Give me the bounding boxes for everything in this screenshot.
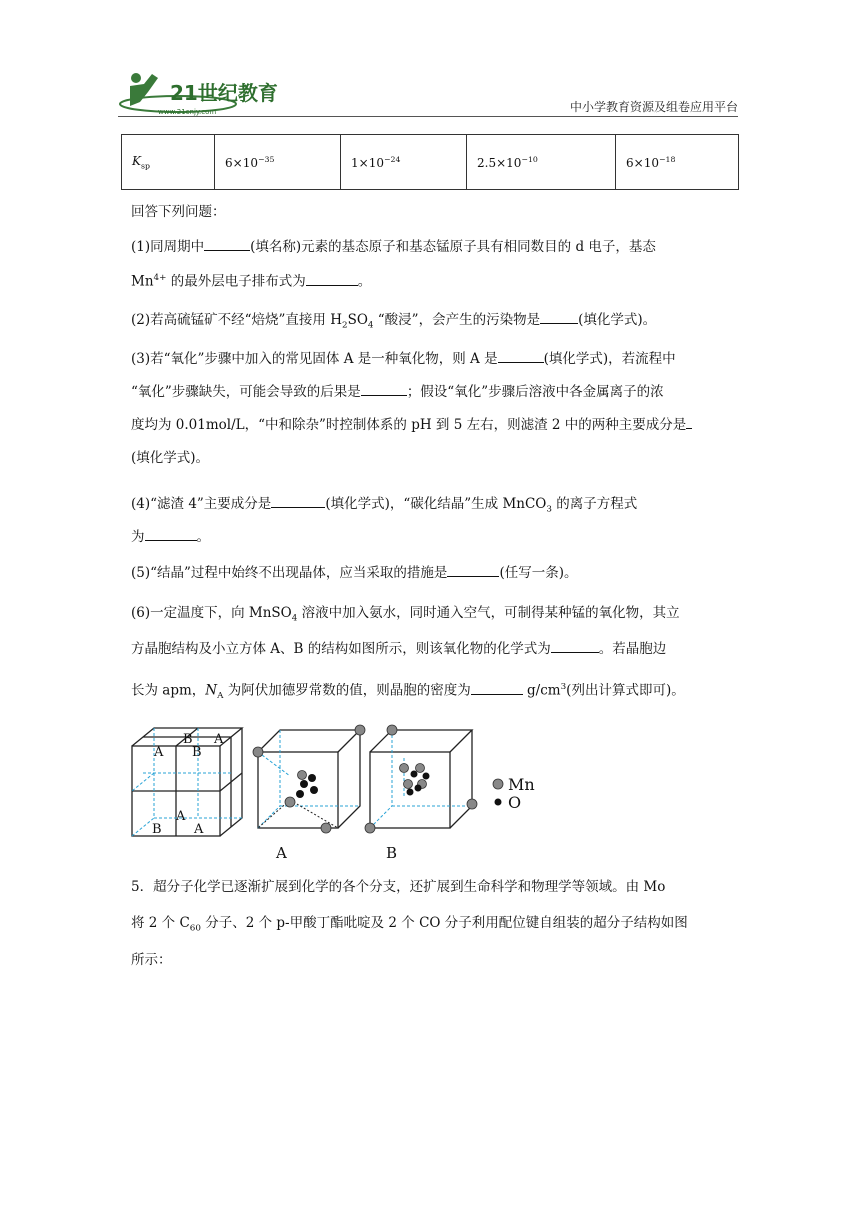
figure-legend xyxy=(493,775,535,812)
answer-blank[interactable] xyxy=(551,638,599,653)
answer-blank[interactable] xyxy=(686,414,692,429)
question-5: (5)“结晶”过程中始终不出现晶体，应当采取的措施是 (任写一条)。 xyxy=(131,562,577,583)
ksp-cell: $6\times 10^{-35}$ xyxy=(215,135,341,190)
table-row xyxy=(122,135,739,190)
answer-blank[interactable] xyxy=(306,271,358,286)
grid-label: A xyxy=(214,732,224,747)
question-1-line-2: $Mn^{4+}$ 的最外层电子排布式为 。 xyxy=(131,268,371,292)
ksp-table xyxy=(121,134,739,190)
header-divider xyxy=(118,116,738,117)
logo-main-text: 21世纪教育 xyxy=(170,81,278,105)
answer-blank[interactable] xyxy=(271,493,325,508)
question-6-line-2: 方晶胞结构及小立方体 A、B 的结构如图所示，则该氧化物的化学式为 。若晶胞边 xyxy=(131,638,666,659)
cube-a-label: A xyxy=(276,844,287,862)
grid-label: B xyxy=(183,732,193,747)
question-3-line-1: (3)若“氧化”步骤中加入的常见固体 A 是一种氧化物，则 A 是 (填化学式)，若流程中 xyxy=(131,348,676,369)
mn-legend-marker xyxy=(493,779,503,789)
question-3-line-2: “氧化”步骤缺失，可能会导致的后果是 ；假设“氧化”步骤后溶液中各金属离子的浓 xyxy=(131,381,664,402)
question-3-line-4: (填化学式)。 xyxy=(131,450,210,466)
problem-5-line-3: 所示： xyxy=(131,952,172,968)
row-label: $K_{sp}$ xyxy=(122,135,215,190)
grid-label: B xyxy=(152,822,162,837)
answer-blank[interactable] xyxy=(471,680,523,695)
logo-url-text: www.21cnjy.com xyxy=(158,108,217,116)
grid-label: A xyxy=(176,809,186,824)
crystal-structure-figure xyxy=(128,718,548,866)
answer-blank[interactable] xyxy=(145,526,197,541)
question-4-line-2: 为 。 xyxy=(131,526,210,547)
problem-5-line-1: 5．超分子化学已逐渐扩展到化学的各个分支，还扩展到生命科学和物理学等领域。由 Mo xyxy=(131,879,666,895)
legend-o: O xyxy=(508,793,522,812)
grid-label: A xyxy=(194,822,204,837)
answer-blank[interactable] xyxy=(361,381,407,396)
intro-text: 回答下列问题： xyxy=(131,204,226,220)
answer-blank[interactable] xyxy=(447,562,499,577)
question-2: (2)若高硫锰矿不经“焙烧”直接用 $H_2SO_4$ “酸浸”，会产生的污染物是 (填化学式)。 xyxy=(131,309,656,336)
question-4-line-1: (4)“滤渣 4”主要成分是 (填化学式)，“碳化结晶”生成 MnCO$_3$ 的离子方程式 xyxy=(131,493,637,520)
question-6-line-1: (6)一定温度下，向 MnSO$_4$ 溶液中加入氨水，同时通入空气，可制得某种锰的氧化物，其立 xyxy=(131,605,680,624)
question-1-line-1: (1)同周期中 (填名称)元素的基态原子和基态锰原子具有相同数目的 d 电子，基态 xyxy=(131,236,656,257)
grid-label: B xyxy=(192,745,202,760)
answer-blank[interactable] xyxy=(540,309,578,324)
platform-name: 中小学教育资源及组卷应用平台 xyxy=(569,100,738,114)
page-header xyxy=(118,62,738,118)
answer-blank[interactable] xyxy=(498,348,544,363)
cube-b-label: B xyxy=(386,844,398,862)
logo-21cnjy xyxy=(118,68,298,116)
question-3-line-3: 度均为 0.01mol/L，“中和除杂”时控制体系的 pH 到 5 左右，则滤渣 2 中的两种主要成分是 xyxy=(131,414,692,435)
ksp-cell: $2.5\times 10^{-10}$ xyxy=(467,135,616,190)
cube-b xyxy=(365,725,477,862)
grid-label: A xyxy=(154,745,164,760)
o-legend-marker xyxy=(495,799,502,806)
question-6-line-3: 长为 apm，$N_A$ 为阿伏加德罗常数的值，则晶胞的密度为 $g/cm^3$(列出计算式即可)。 xyxy=(131,677,685,706)
problem-5-line-2: 将 2 个 $C_{60}$ 分子、2 个 p-甲酸丁酯吡啶及 2 个 CO 分子利用配位键自组装的超分子结构如图 xyxy=(131,915,688,934)
ksp-cell: $6\times 10^{-18}$ xyxy=(616,135,739,190)
legend-mn: Mn xyxy=(508,775,535,794)
cube-a xyxy=(253,725,365,862)
ksp-cell: $1\times 10^{-24}$ xyxy=(341,135,467,190)
answer-blank[interactable] xyxy=(204,236,250,251)
